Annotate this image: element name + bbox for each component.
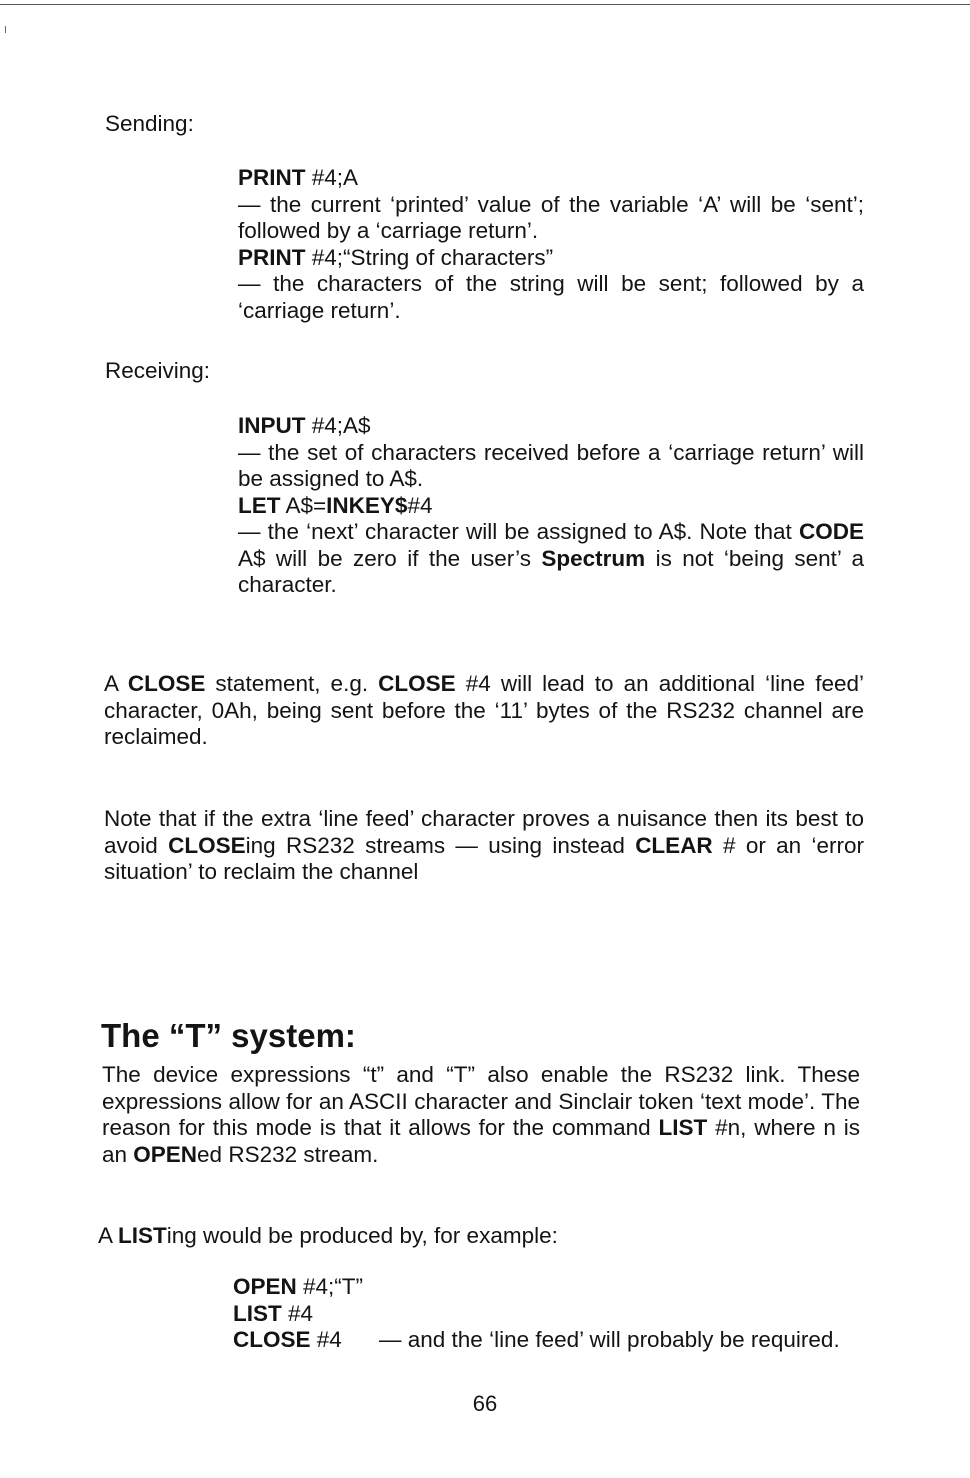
inkey-args: #4: [407, 492, 433, 518]
let-inkey-line: [238, 493, 864, 520]
example-code: [233, 1274, 873, 1354]
code-keyword: CODE: [798, 519, 864, 544]
let-keyword: LET: [238, 492, 281, 518]
top-rule: [0, 4, 970, 5]
list-keyword: LIST: [118, 1223, 167, 1248]
list-keyword: LIST: [233, 1300, 282, 1326]
close-paragraph-text: statement, e.g.: [205, 671, 379, 696]
t-system-paragraph: [102, 1062, 860, 1168]
print-keyword: PRINT: [238, 165, 306, 190]
t-system-text: The device expressions “t” and “T” also enable the RS232 link. These expressions allow for an ASCII character and Sinclair token ‘text mode’. The reason for this mode is that it allows for the command: [102, 1062, 860, 1140]
scan-mark: [5, 26, 6, 33]
inkey-description-text: A$ will be zero if the user’s: [238, 545, 542, 571]
close-keyword: CLOSE: [127, 671, 206, 696]
close-comment: — and the ‘line feed’ will probably be required.: [379, 1327, 840, 1352]
print-keyword: PRINT: [238, 244, 306, 270]
page-number: 66: [472, 1391, 498, 1416]
example-list-line: [233, 1301, 873, 1328]
print-variable-line: [238, 165, 864, 192]
print-variable-description: — the current ‘printed’ value of the variable ‘A’ will be ‘sent’; followed by a ‘carriage return’.: [238, 191, 864, 243]
receiving-label: Receiving:: [105, 358, 211, 383]
inkey-description-text: — the ‘next’ character will be assigned to A$. Note that: [238, 519, 799, 544]
let-args: A$=: [280, 492, 327, 518]
receiving-block: [238, 413, 864, 599]
note-paragraph-text: # or an ‘error situation’ to reclaim the channel: [104, 832, 864, 884]
t-system-text: #n, where n is an: [102, 1115, 861, 1167]
close-paragraph-text: A: [104, 671, 128, 696]
print-variable-args: #4;A: [305, 165, 359, 190]
example-open-line: [233, 1274, 873, 1301]
close-keyword: CLOSE: [233, 1327, 311, 1352]
inkey-keyword: INKEY$: [326, 492, 408, 518]
list-args: #4: [281, 1300, 314, 1326]
close-paragraph-text: #4 will lead to an additional ‘line feed’ character, 0Ah, being sent before the ‘11’ bytes of the RS232 channel are reclaimed.: [104, 671, 864, 749]
input-keyword: INPUT: [238, 413, 306, 438]
open-args: #4;“T”: [296, 1274, 364, 1299]
open-keyword: OPEN: [233, 1274, 297, 1299]
print-string-line: [238, 245, 864, 272]
input-args: #4;A$: [305, 413, 371, 438]
listing-text: A: [98, 1223, 119, 1248]
clear-keyword: CLEAR: [635, 832, 713, 858]
section-heading: The “T” system:: [101, 1017, 356, 1054]
list-keyword: LIST: [658, 1115, 708, 1140]
note-paragraph-text: ing RS232 streams — using instead: [245, 832, 636, 858]
listing-text: ing would be produced by, for example:: [166, 1223, 558, 1248]
inkey-description: [238, 519, 864, 599]
inkey-description-text: is not ‘being sent’ a character.: [238, 545, 864, 597]
note-paragraph-text: Note that if the extra ‘line feed’ character proves a nuisance then its best to avoid: [104, 806, 864, 858]
listing-paragraph: [98, 1223, 558, 1250]
close-command: [233, 1327, 379, 1354]
close-keyword: CLOSE: [168, 832, 246, 858]
example-close-line: [233, 1327, 873, 1354]
close-paragraph: [104, 671, 864, 751]
input-line: [238, 413, 864, 440]
sending-block: [238, 165, 864, 324]
close-args: #4: [310, 1327, 342, 1352]
open-keyword: OPEN: [133, 1141, 198, 1167]
close-keyword: CLOSE: [378, 671, 456, 696]
spectrum-keyword: Spectrum: [541, 545, 646, 571]
note-paragraph: [104, 806, 864, 886]
sending-label: Sending:: [105, 111, 194, 136]
input-description: — the set of characters received before a ‘carriage return’ will be assigned to A$.: [238, 439, 864, 491]
print-string-args: #4;“String of characters”: [305, 244, 554, 270]
t-system-text: ed RS232 stream.: [197, 1141, 379, 1167]
print-string-description: — the characters of the string will be sent; followed by a ‘carriage return’.: [238, 271, 864, 323]
